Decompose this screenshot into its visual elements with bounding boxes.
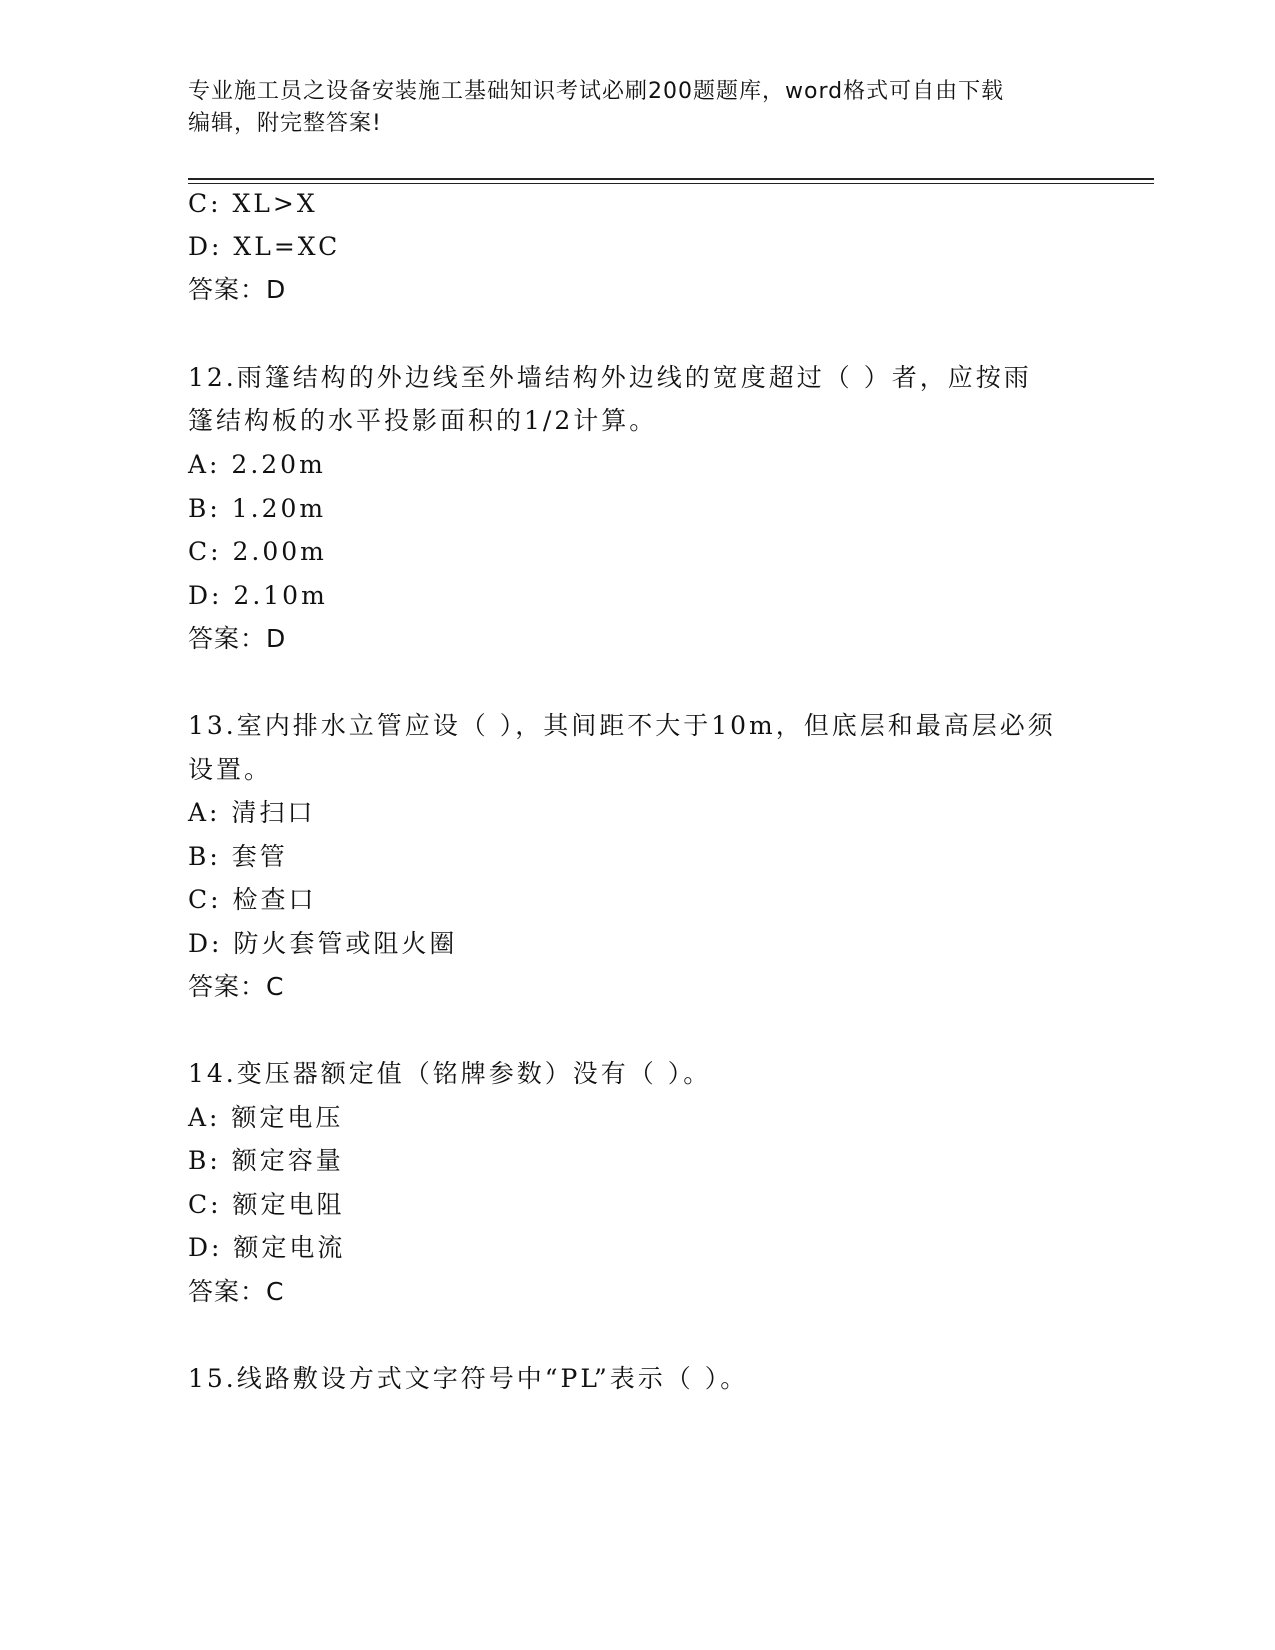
q14-option-c: C: 额定电阻 xyxy=(188,1190,345,1219)
q12-answer: 答案：D xyxy=(188,624,287,653)
document-header xyxy=(188,76,1088,140)
q12-option-b: B: 1.20m xyxy=(188,494,327,523)
q13-option-a: A: 清扫口 xyxy=(188,798,316,827)
q13-answer: 答案：C xyxy=(188,972,285,1001)
prev-answer: 答案：D xyxy=(188,275,287,304)
q13-stem-line-2: 设置。 xyxy=(188,755,273,784)
q12-stem-line-1: 12.雨篷结构的外边线至外墙结构外边线的宽度超过（ ）者，应按雨 xyxy=(188,363,1032,392)
header-title-line-2: 编辑，附完整答案! xyxy=(188,111,382,136)
q14-option-b: B: 额定容量 xyxy=(188,1146,344,1175)
q13-stem-line-1: 13.室内排水立管应设（ ），其间距不大于10m，但底层和最高层必须 xyxy=(188,711,1056,740)
q12-option-d: D: 2.10m xyxy=(188,581,328,610)
q12-option-c: C: 2.00m xyxy=(188,537,327,566)
q13-option-d: D: 防火套管或阻火圈 xyxy=(188,929,458,958)
q14-stem-line-1: 14.变压器额定值（铭牌参数）没有（ ）。 xyxy=(188,1059,712,1088)
header-divider-thin xyxy=(188,183,1154,184)
q13-option-b: B: 套管 xyxy=(188,842,288,871)
q14-option-d: D: 额定电流 xyxy=(188,1233,346,1262)
q14-answer: 答案：C xyxy=(188,1277,285,1306)
q15-stem-line-1: 15.线路敷设方式文字符号中“PL”表示（ ）。 xyxy=(188,1364,749,1393)
q12-option-a: A: 2.20m xyxy=(188,450,326,479)
q14-option-a: A: 额定电压 xyxy=(188,1103,344,1132)
q13-option-c: C: 检查口 xyxy=(188,885,317,914)
q12-stem-line-2: 篷结构板的水平投影面积的1/2计算。 xyxy=(188,406,658,435)
prev-option-d: D: XL=XC xyxy=(188,232,341,261)
header-title-line-1: 专业施工员之设备安装施工基础知识考试必刷200题题库，word格式可自由下载 xyxy=(188,79,1005,104)
header-divider-thick xyxy=(188,178,1154,180)
prev-option-c: C: XL>X xyxy=(188,189,318,218)
